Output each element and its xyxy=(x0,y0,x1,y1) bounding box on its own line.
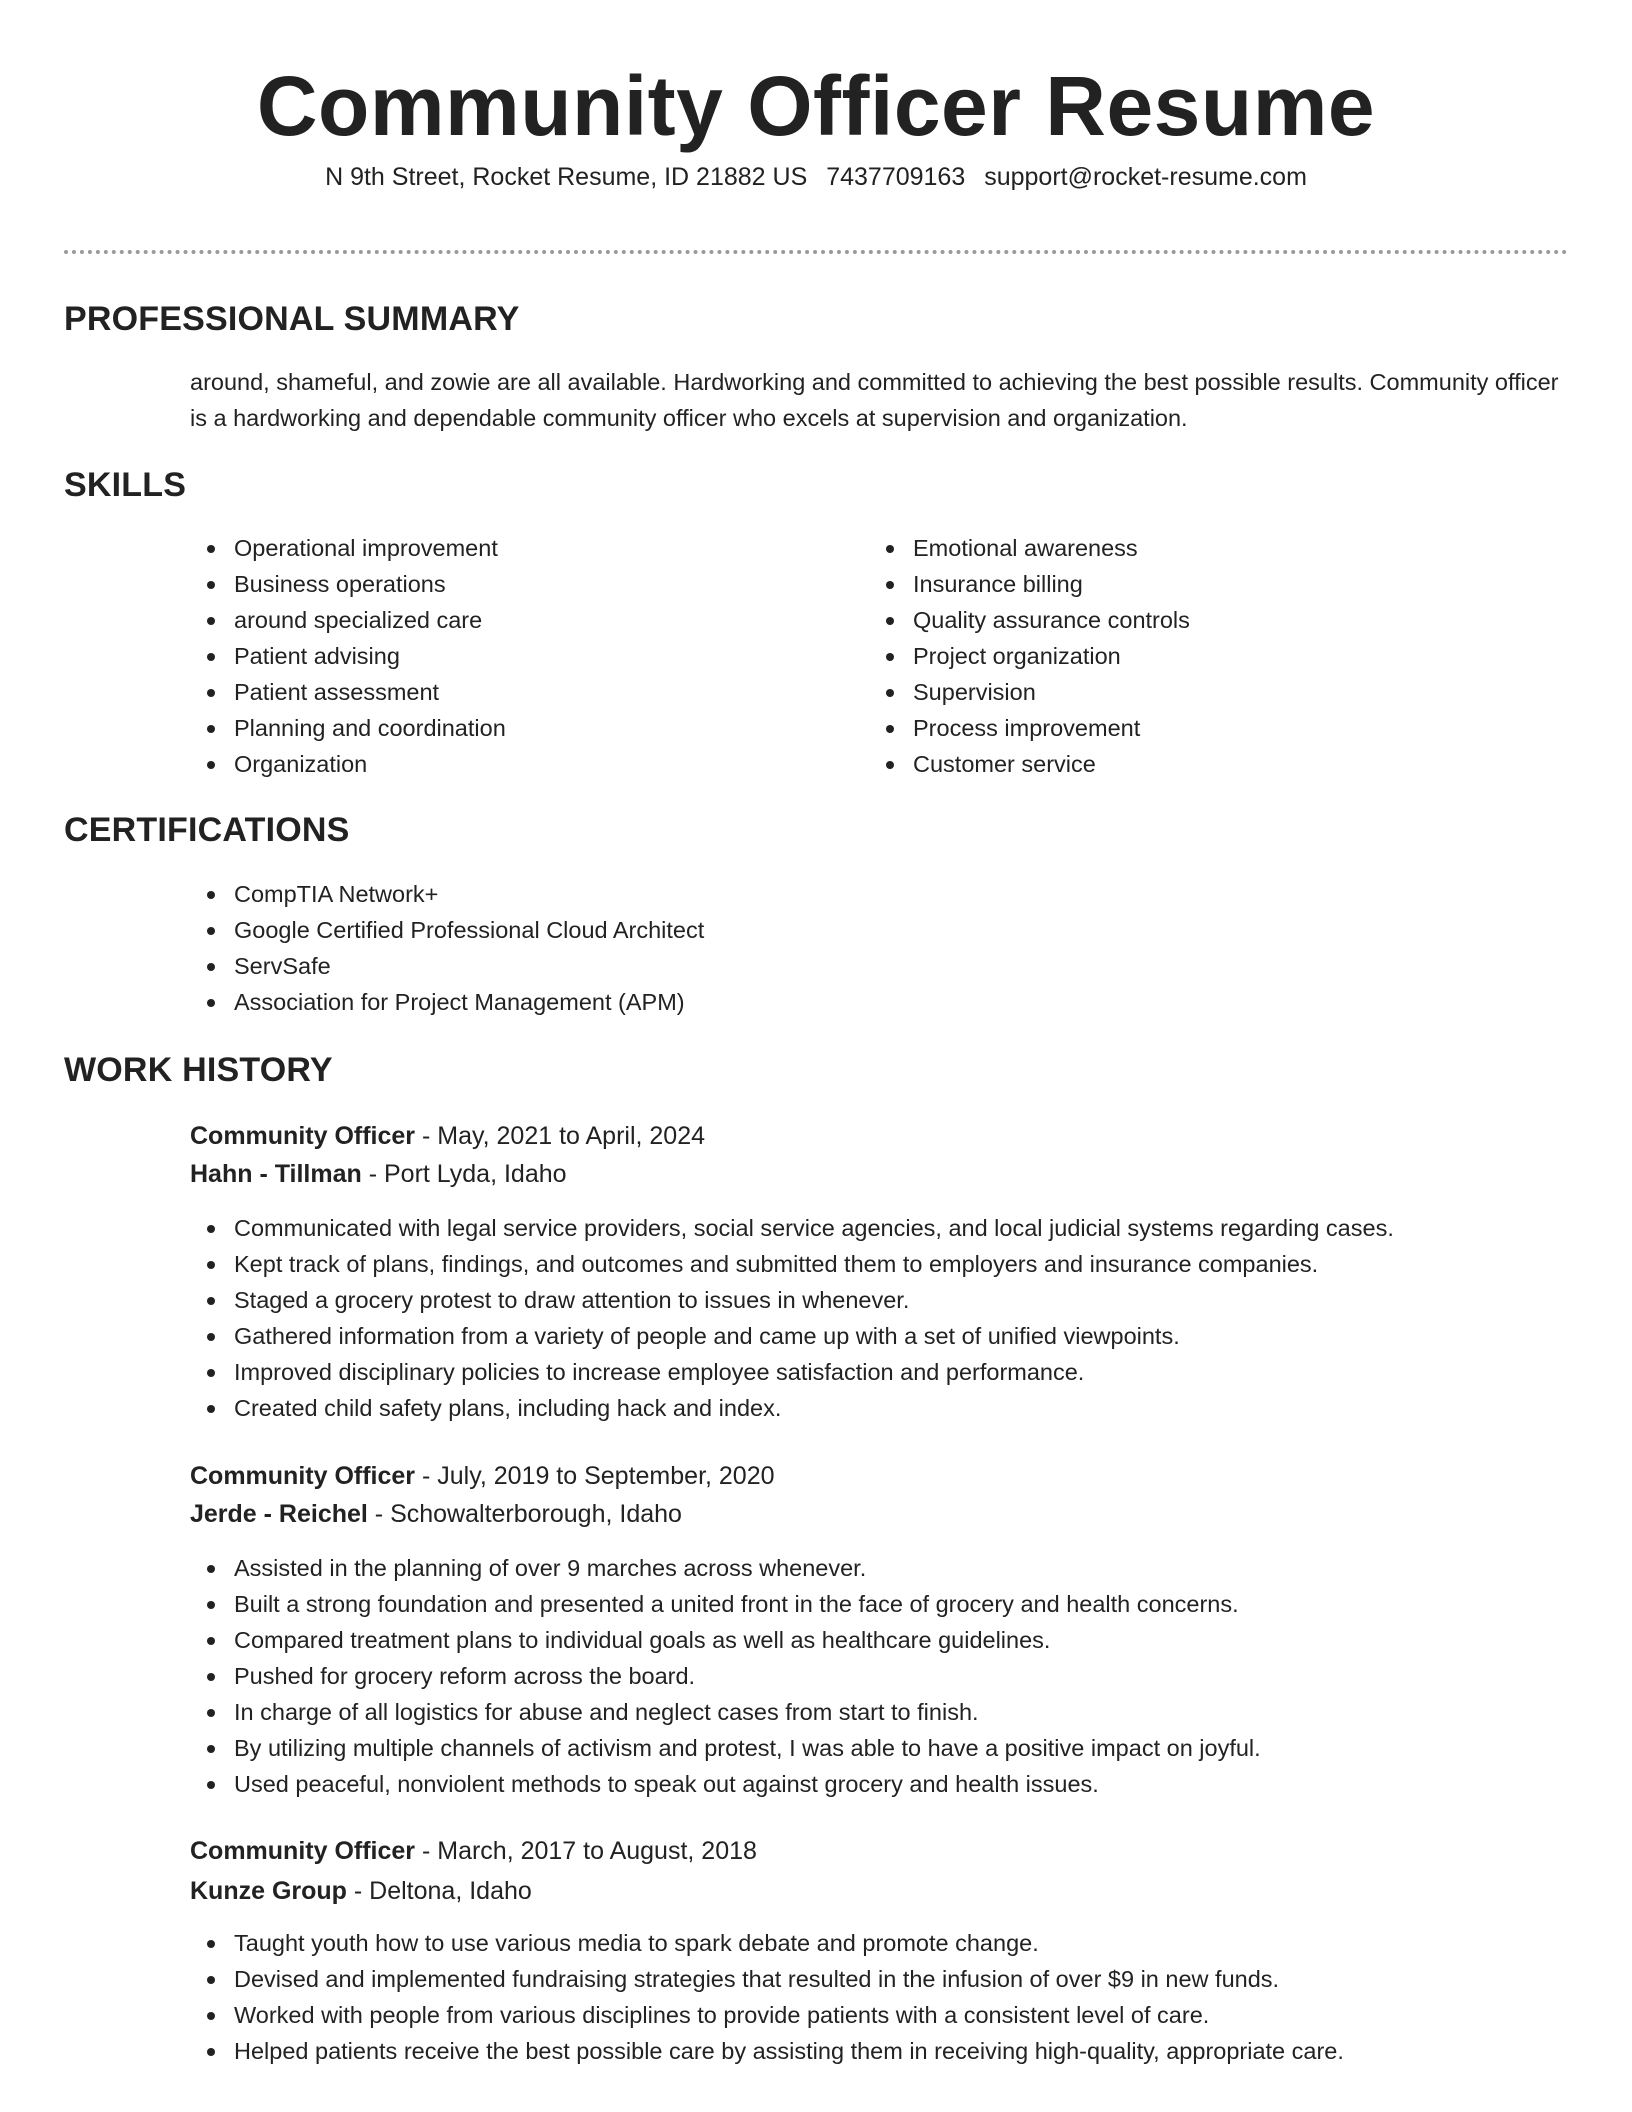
list-item: Association for Project Management (APM) xyxy=(190,984,704,1020)
job-title-line xyxy=(190,1116,705,1156)
skills-right-column xyxy=(869,530,1190,782)
list-item: Devised and implemented fundraising strategies that resulted in the infusion of over $9 in new funds. xyxy=(190,1961,1344,1997)
contact-address: N 9th Street, Rocket Resume, ID 21882 US xyxy=(325,163,808,191)
list-item: By utilizing multiple channels of activism and protest, I was able to have a positive impact on joyful. xyxy=(190,1730,1261,1766)
list-item: Communicated with legal service providers, social service agencies, and local judicial systems regarding cases. xyxy=(190,1210,1394,1246)
list-item: around specialized care xyxy=(190,602,506,638)
job-location: - Port Lyda, Idaho xyxy=(361,1160,567,1188)
job-title-line xyxy=(190,1831,757,1871)
list-item: Kept track of plans, findings, and outcomes and submitted them to employers and insurance companies. xyxy=(190,1246,1394,1282)
job-bullets-block xyxy=(190,1550,1261,1802)
list-item: Worked with people from various disciplines to provide patients with a consistent level of care. xyxy=(190,1997,1344,2033)
job-dates: - March, 2017 to August, 2018 xyxy=(415,1837,757,1865)
section-heading-work-history: WORK HISTORY xyxy=(64,1051,333,1089)
list-item: Business operations xyxy=(190,566,506,602)
list-item: Compared treatment plans to individual goals as well as healthcare guidelines. xyxy=(190,1622,1261,1658)
list-item: Insurance billing xyxy=(869,566,1190,602)
job-location: - Schowalterborough, Idaho xyxy=(367,1500,682,1528)
resume-title: Community Officer Resume xyxy=(256,59,1376,153)
certifications-list xyxy=(190,876,704,1020)
summary-text: around, shameful, and zowie are all available. Hardworking and committed to achieving the best possible results. Community officer is a hardworking and dependable community officer who excels at supervision and organization. xyxy=(190,369,1559,431)
list-item: Process improvement xyxy=(869,710,1190,746)
job-title: Community Officer xyxy=(190,1837,416,1865)
list-item: Patient assessment xyxy=(190,674,506,710)
list-item: Improved disciplinary policies to increase employee satisfaction and performance. xyxy=(190,1354,1394,1390)
job-company: Kunze Group xyxy=(190,1877,347,1905)
list-item: Planning and coordination xyxy=(190,710,506,746)
list-item: Google Certified Professional Cloud Architect xyxy=(190,912,704,948)
job-bullets xyxy=(190,1925,1344,2069)
list-item: Project organization xyxy=(869,638,1190,674)
job-title: Community Officer xyxy=(190,1462,416,1490)
contact-phone: 7437709163 xyxy=(826,163,966,191)
job-dates: - May, 2021 to April, 2024 xyxy=(415,1122,706,1150)
job-location: - Deltona, Idaho xyxy=(346,1877,532,1905)
skills-left-list xyxy=(190,530,506,782)
list-item: Organization xyxy=(190,746,506,782)
list-item: Taught youth how to use various media to spark debate and promote change. xyxy=(190,1925,1344,1961)
section-heading-summary: PROFESSIONAL SUMMARY xyxy=(64,300,520,338)
list-item: CompTIA Network+ xyxy=(190,876,704,912)
list-item: Staged a grocery protest to draw attention to issues in whenever. xyxy=(190,1282,1394,1318)
list-item: Created child safety plans, including hack and index. xyxy=(190,1390,1394,1426)
certifications-block xyxy=(190,876,704,1020)
job-bullets-block xyxy=(190,1210,1394,1426)
list-item: Emotional awareness xyxy=(869,530,1190,566)
job-bullets xyxy=(190,1210,1394,1426)
list-item: Built a strong foundation and presented a united front in the face of grocery and health concerns. xyxy=(190,1586,1261,1622)
job-company-line xyxy=(190,1154,567,1194)
list-item: Gathered information from a variety of people and came up with a set of unified viewpoints. xyxy=(190,1318,1394,1354)
list-item: Used peaceful, nonviolent methods to speak out against grocery and health issues. xyxy=(190,1766,1261,1802)
list-item: Helped patients receive the best possible care by assisting them in receiving high-quality, appropriate care. xyxy=(190,2033,1344,2069)
job-bullets xyxy=(190,1550,1261,1802)
job-title: Community Officer xyxy=(190,1122,416,1150)
list-item: ServSafe xyxy=(190,948,704,984)
job-title-line xyxy=(190,1456,775,1496)
job-company: Hahn - Tillman xyxy=(190,1160,362,1188)
job-dates: - July, 2019 to September, 2020 xyxy=(415,1462,775,1490)
contact-email: support@rocket-resume.com xyxy=(984,163,1307,191)
list-item: Assisted in the planning of over 9 marches across whenever. xyxy=(190,1550,1261,1586)
section-heading-skills: SKILLS xyxy=(64,466,187,504)
resume-page xyxy=(64,0,1568,2064)
list-item: Quality assurance controls xyxy=(869,602,1190,638)
section-heading-certifications: CERTIFICATIONS xyxy=(64,811,350,849)
list-item: Patient advising xyxy=(190,638,506,674)
job-company-line xyxy=(190,1494,682,1534)
list-item: Operational improvement xyxy=(190,530,506,566)
job-bullets-block xyxy=(190,1925,1344,2069)
list-item: Supervision xyxy=(869,674,1190,710)
list-item: In charge of all logistics for abuse and neglect cases from start to finish. xyxy=(190,1694,1261,1730)
job-company: Jerde - Reichel xyxy=(190,1500,368,1528)
header-divider xyxy=(64,250,1568,254)
list-item: Pushed for grocery reform across the board. xyxy=(190,1658,1261,1694)
list-item: Customer service xyxy=(869,746,1190,782)
job-company-line xyxy=(190,1871,532,1911)
contact-line xyxy=(64,160,1568,194)
skills-right-list xyxy=(869,530,1190,782)
skills-left-column xyxy=(190,530,506,782)
